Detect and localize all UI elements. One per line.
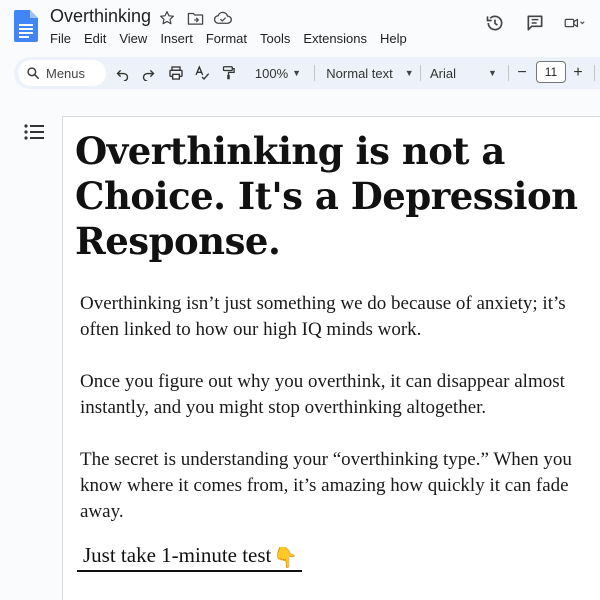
undo-icon[interactable] — [112, 61, 132, 85]
document-heading: Overthinking is not a Choice. It's a Depression Response. — [75, 129, 578, 263]
google-docs-icon[interactable] — [14, 10, 38, 42]
chevron-down-icon: ▼ — [404, 68, 414, 78]
menus-search[interactable] — [18, 60, 106, 86]
comments-icon[interactable] — [524, 12, 546, 34]
menus-label: Menus — [46, 65, 86, 81]
paragraph-style-select[interactable] — [324, 61, 416, 85]
paragraph-2: Once you figure out why you overthink, it can disappear almost instantly, and you might stop overthinking altogether. — [80, 371, 565, 418]
menu-tools[interactable]: Tools — [260, 31, 291, 46]
chevron-down-icon: ▼ — [488, 68, 497, 78]
toolbar — [14, 57, 600, 89]
star-icon[interactable] — [158, 9, 176, 27]
zoom-select[interactable] — [248, 61, 308, 85]
move-to-folder-icon[interactable] — [186, 9, 204, 27]
paragraph-3: The secret is understanding your “overthinking type.” When you know where it comes from, it’s amazing how quickly it can fade away. — [80, 449, 572, 522]
font-select[interactable] — [430, 61, 502, 85]
test-link-label: Just take 1-minute test — [83, 543, 272, 567]
toolbar-divider — [594, 65, 595, 81]
menu-insert[interactable]: Insert — [160, 31, 193, 46]
menu-edit[interactable]: Edit — [83, 31, 107, 46]
font-size-input[interactable]: 11 — [536, 61, 566, 83]
toolbar-divider — [420, 65, 421, 81]
paragraph-style-value: Normal text — [326, 65, 393, 81]
menu-bar — [50, 31, 420, 46]
history-icon[interactable] — [484, 12, 506, 34]
paragraph-1: Overthinking isn’t just something we do because of anxiety; it’s often linked to how our high IQ minds work. — [80, 293, 566, 340]
cloud-status-icon[interactable] — [214, 9, 232, 27]
meet-icon[interactable] — [564, 12, 586, 34]
zoom-value: 100% — [254, 65, 289, 81]
toolbar-divider — [508, 65, 509, 81]
menu-format[interactable]: Format — [205, 31, 247, 46]
chevron-down-icon: ▼ — [292, 68, 302, 78]
font-value: Arial — [430, 65, 457, 81]
decrease-font-size-button[interactable]: − — [517, 64, 527, 81]
document-outline-icon[interactable] — [22, 120, 48, 144]
increase-font-size-button[interactable]: + — [573, 64, 583, 81]
redo-icon[interactable] — [138, 61, 158, 85]
menu-extensions[interactable]: Extensions — [303, 31, 367, 46]
title-bar — [0, 0, 600, 52]
pointing-down-hand-icon: 👇 — [273, 547, 299, 569]
menu-file[interactable]: File — [50, 31, 71, 46]
menu-help[interactable]: Help — [379, 31, 407, 46]
search-icon — [26, 66, 40, 80]
test-link[interactable] — [77, 543, 302, 572]
print-icon[interactable] — [165, 61, 187, 85]
document-page[interactable] — [62, 116, 600, 600]
paint-format-icon[interactable] — [218, 61, 238, 85]
document-title[interactable]: Overthinking — [50, 6, 152, 26]
menu-view[interactable]: View — [119, 31, 148, 46]
spellcheck-icon[interactable] — [192, 61, 212, 85]
toolbar-divider — [314, 65, 315, 81]
